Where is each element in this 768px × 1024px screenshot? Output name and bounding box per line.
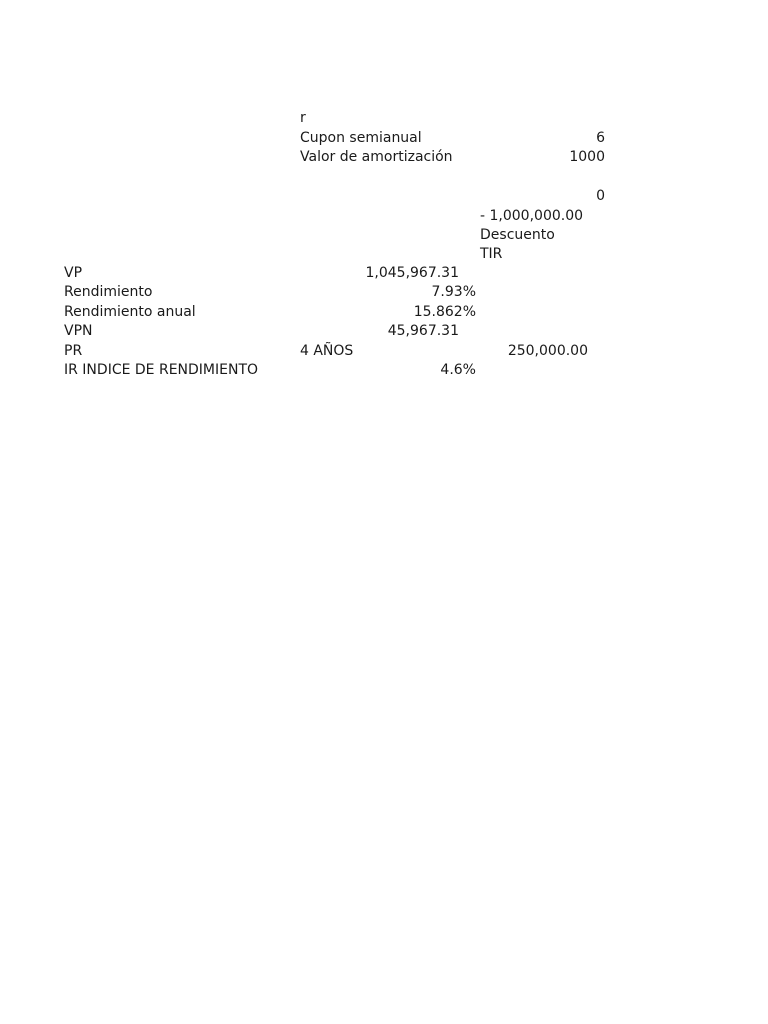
ir-value: 4.6% <box>440 362 476 378</box>
yield-label: Rendimiento <box>64 284 153 300</box>
discount-label: Descuento <box>480 227 555 243</box>
coupon-label: Cupon semianual <box>300 130 422 146</box>
period-zero: 0 <box>596 188 605 204</box>
redemption-label: Valor de amortización <box>300 149 453 165</box>
initial-investment: - 1,000,000.00 <box>480 208 584 224</box>
ir-label: IR INDICE DE RENDIMIENTO <box>64 362 259 378</box>
pr-value: 250,000.00 <box>507 343 588 359</box>
pr-period: 4 AÑOS <box>300 343 354 359</box>
tir-label: TIR <box>480 246 503 262</box>
vp-value: 1,045,967.31 <box>365 265 459 281</box>
annual-yield-label: Rendimiento anual <box>64 304 196 320</box>
vpn-label: VPN <box>64 323 93 339</box>
coupon-value: 6 <box>596 130 605 146</box>
annual-yield-value: 15.862% <box>413 304 476 320</box>
pr-label: PR <box>64 343 83 359</box>
redemption-value: 1000 <box>569 149 605 165</box>
yield-value: 7.93% <box>431 284 476 300</box>
vp-label: VP <box>64 265 83 281</box>
r-label: r <box>300 110 306 126</box>
vpn-value: 45,967.31 <box>387 323 459 339</box>
